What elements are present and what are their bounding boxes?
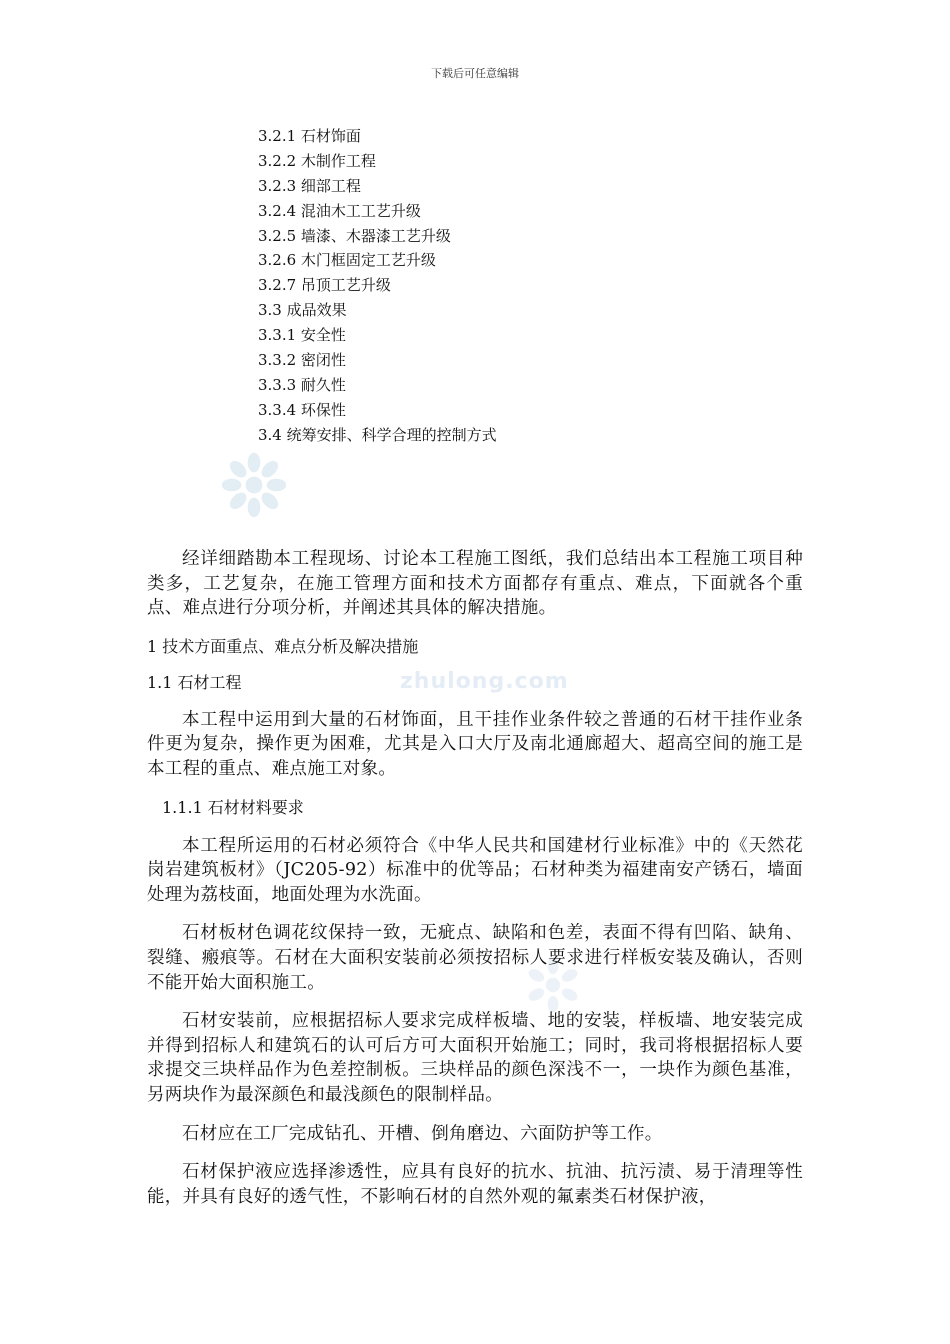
- paragraph: 石材保护液应选择渗透性，应具有良好的抗水、抗油、抗污渍、易于清理等性能，并具有良好的透气性，不影响石材的自然外观的氟素类石材保护液，: [147, 1162, 803, 1207]
- watermark-text: zhulong.com: [400, 669, 569, 694]
- toc-item: 3.3.3 耐久性: [258, 375, 346, 394]
- toc-item: 3.3.4 环保性: [258, 400, 346, 419]
- paragraph: 石材安装前，应根据招标人要求完成样板墙、地的安装，样板墙、地安装完成并得到招标人和建筑石的认可后方可大面积开始施工；同时，我司将根据招标人要求提交三块样品作为色差控制板。三块样品的颜色深浅不一，一块作为颜色基准，另两块作为最深颜色和最浅颜色的限制样品。: [147, 1011, 803, 1105]
- intro-paragraph: 经详细踏勘本工程现场、讨论本工程施工图纸，我们总结出本工程施工项目种类多，工艺复杂，在施工管理方面和技术方面都存有重点、难点，下面就各个重点、难点进行分项分析，并阐述其具体的解决措施。: [147, 549, 803, 619]
- section-heading: 1 技术方面重点、难点分析及解决措施: [147, 636, 419, 656]
- toc-item: 3.3.1 安全性: [258, 326, 346, 345]
- document-body: [147, 547, 803, 1209]
- toc-item: 3.2.4 混油木工工艺升级: [258, 201, 421, 220]
- header-note: 下载后可任意编辑: [431, 67, 519, 80]
- toc-item: 3.3 成品效果: [258, 301, 347, 320]
- paragraph: 石材板材色调花纹保持一致，无疵点、缺陷和色差，表面不得有凹陷、缺角、裂缝、瘢痕等。石材在大面积安装前必须按招标人要求进行样板安装及确认，否则不能开始大面积施工。: [147, 923, 803, 993]
- watermark-snowflake-icon: [219, 450, 289, 520]
- subsubsection-heading: 1.1.1 石材材料要求: [162, 797, 304, 817]
- toc-item: 3.2.3 细部工程: [258, 176, 361, 195]
- toc-item: 3.2.2 木制作工程: [258, 151, 376, 170]
- toc-item: 3.2.5 墙漆、木器漆工艺升级: [258, 226, 451, 245]
- toc-item: 3.3.2 密闭性: [258, 351, 346, 370]
- paragraph: 石材应在工厂完成钻孔、开槽、倒角磨边、六面防护等工作。: [182, 1123, 663, 1144]
- toc-item: 3.2.6 木门框固定工艺升级: [258, 251, 436, 270]
- paragraph: 本工程中运用到大量的石材饰面，且干挂作业条件较之普通的石材干挂作业条件更为复杂，操作更为困难，尤其是入口大厅及南北通廊超大、超高空间的施工是本工程的重点、难点施工对象。: [147, 709, 803, 779]
- toc-item: 3.4 统筹安排、科学合理的控制方式: [258, 425, 497, 444]
- table-of-contents: [258, 124, 497, 448]
- toc-item: 3.2.7 吊顶工艺升级: [258, 276, 391, 295]
- toc-item: 3.2.1 石材饰面: [258, 127, 361, 145]
- subsection-heading: 1.1 石材工程: [147, 672, 242, 692]
- paragraph: 本工程所运用的石材必须符合《中华人民共和国建材行业标准》中的《天然花岗岩建筑板材》（JC205-92）标准中的优等品；石材种类为福建南安产锈石，墙面处理为荔枝面，地面处理为水洗面。: [147, 835, 803, 905]
